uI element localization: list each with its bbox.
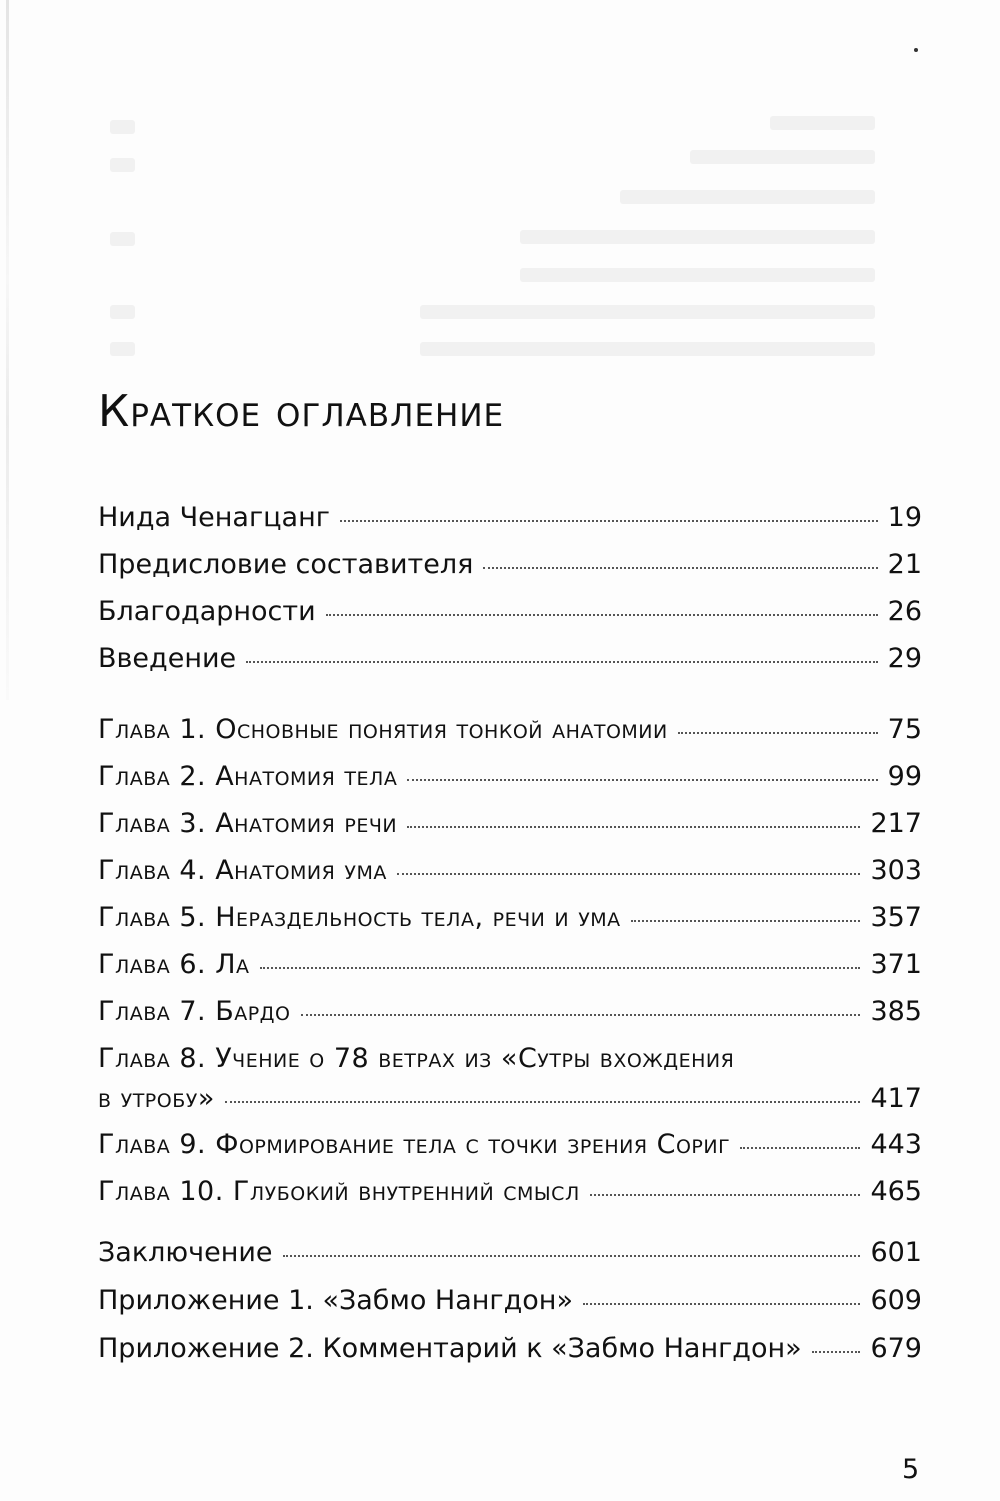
dot-leader bbox=[583, 1303, 860, 1305]
toc-entry[interactable] bbox=[98, 1237, 922, 1277]
toc-entry-page: 679 bbox=[870, 1333, 922, 1364]
toc-entry-page: 303 bbox=[870, 855, 922, 886]
dot-leader bbox=[301, 1014, 861, 1016]
dot-leader bbox=[246, 661, 878, 663]
toc-entry-label: Глава 8. Учение о 78 ветрах из «Сутры вхождения bbox=[98, 1043, 735, 1074]
toc-chapter[interactable] bbox=[98, 1043, 922, 1123]
toc-entry-page: 385 bbox=[870, 996, 922, 1027]
toc-entry-label: Приложение 1. «Забмо Нангдон» bbox=[98, 1285, 573, 1316]
toc-entry[interactable] bbox=[98, 1333, 922, 1373]
toc-entry-label: Введение bbox=[98, 643, 237, 674]
dot-leader bbox=[590, 1194, 861, 1196]
toc-entry-label: Глава 7. Бардо bbox=[98, 996, 291, 1027]
toc-entry-label: Благодарности bbox=[98, 596, 316, 627]
toc-entry-label: Глава 3. Анатомия речи bbox=[98, 808, 398, 839]
dot-leader bbox=[740, 1147, 860, 1149]
dot-leader bbox=[678, 732, 878, 734]
dot-leader bbox=[326, 614, 878, 616]
bleed-through-text bbox=[0, 0, 1000, 380]
toc-entry-page: 99 bbox=[887, 761, 922, 792]
toc-entry-page: 371 bbox=[870, 949, 922, 980]
dot-leader bbox=[483, 567, 877, 569]
toc-chapter[interactable] bbox=[98, 714, 922, 754]
toc-entry-label: Глава 4. Анатомия ума bbox=[98, 855, 387, 886]
toc-chapter[interactable] bbox=[98, 855, 922, 895]
dot-leader bbox=[812, 1351, 861, 1353]
dot-leader bbox=[225, 1101, 861, 1103]
toc-entry-label: Приложение 2. Комментарий к «Забмо Нангдон» bbox=[98, 1333, 802, 1364]
toc-entry-label: Предисловие составителя bbox=[98, 549, 474, 580]
dot-leader bbox=[397, 873, 861, 875]
toc-chapter[interactable] bbox=[98, 902, 922, 942]
toc-chapter[interactable] bbox=[98, 1129, 922, 1169]
dot-leader bbox=[283, 1255, 861, 1257]
toc-entry[interactable] bbox=[98, 1285, 922, 1325]
toc-entry-page: 609 bbox=[870, 1285, 922, 1316]
toc-entry-label: Глава 10. Глубокий внутренний смысл bbox=[98, 1176, 580, 1207]
toc-entry-page: 26 bbox=[887, 596, 922, 627]
toc-chapter[interactable] bbox=[98, 761, 922, 801]
toc-entry-page: 21 bbox=[887, 549, 922, 580]
toc-entry-page: 465 bbox=[870, 1176, 922, 1207]
toc-entry-label: Глава 5. Нераздельность тела, речи и ума bbox=[98, 902, 621, 933]
toc-chapter[interactable] bbox=[98, 808, 922, 848]
page-edge-shadow bbox=[6, 0, 9, 700]
dot-leader bbox=[260, 967, 861, 969]
toc-chapter[interactable] bbox=[98, 949, 922, 989]
toc-entry-page: 443 bbox=[870, 1129, 922, 1160]
toc-entry-page: 29 bbox=[887, 643, 922, 674]
toc-entry[interactable] bbox=[98, 502, 922, 542]
toc-chapter[interactable] bbox=[98, 996, 922, 1036]
dot-leader bbox=[631, 920, 861, 922]
toc-entry[interactable] bbox=[98, 549, 922, 589]
page-number: 5 bbox=[902, 1454, 920, 1485]
toc-entry[interactable] bbox=[98, 596, 922, 636]
toc-entry-page: 417 bbox=[870, 1083, 922, 1114]
toc-entry-label-continued: в утробу» bbox=[98, 1083, 215, 1114]
toc-entry-label: Заключение bbox=[98, 1237, 273, 1268]
ink-speck bbox=[914, 48, 918, 52]
toc-entry-label: Нида Ченагцанг bbox=[98, 502, 330, 533]
toc-entry[interactable] bbox=[98, 643, 922, 683]
toc-entry-page: 601 bbox=[870, 1237, 922, 1268]
dot-leader bbox=[340, 520, 878, 522]
dot-leader bbox=[407, 779, 877, 781]
dot-leader bbox=[407, 826, 860, 828]
toc-entry-label: Глава 9. Формирование тела с точки зрения Сориг bbox=[98, 1129, 731, 1160]
toc-entry-page: 217 bbox=[870, 808, 922, 839]
toc-chapter[interactable] bbox=[98, 1176, 922, 1216]
toc-entry-page: 357 bbox=[870, 902, 922, 933]
page-title: Краткое оглавление bbox=[98, 386, 505, 437]
toc-entry-label: Глава 2. Анатомия тела bbox=[98, 761, 398, 792]
toc-entry-label: Глава 1. Основные понятия тонкой анатомии bbox=[98, 714, 668, 745]
toc-entry-label: Глава 6. Ла bbox=[98, 949, 250, 980]
toc-entry-page: 75 bbox=[887, 714, 922, 745]
toc-entry-page: 19 bbox=[887, 502, 922, 533]
